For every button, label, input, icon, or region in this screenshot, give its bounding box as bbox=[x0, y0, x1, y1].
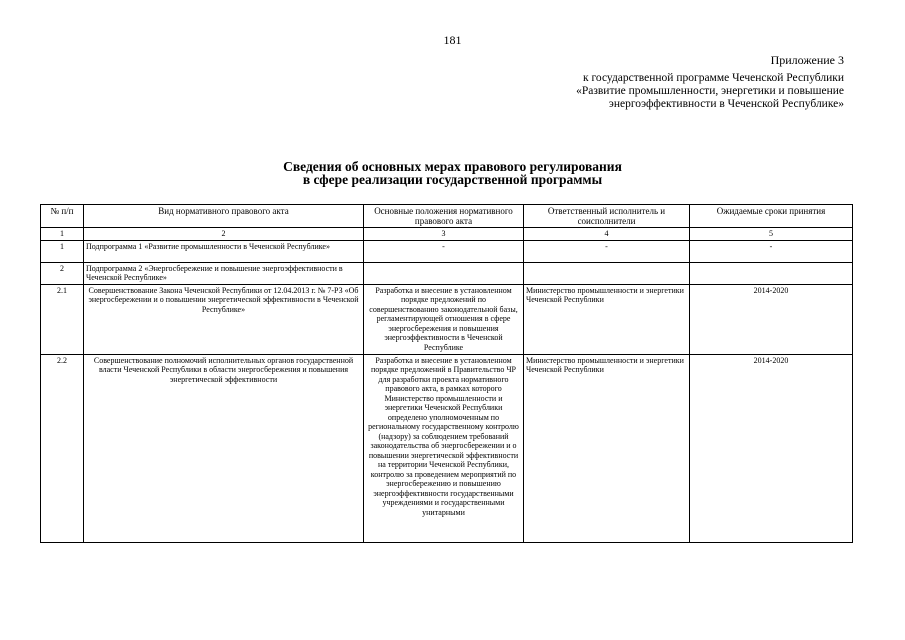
page-number: 181 bbox=[443, 33, 462, 47]
document-title bbox=[0, 160, 905, 186]
row-act: Подпрограмма 2 «Энергосбережение и повышение энергоэффективности в Чеченской Республике» bbox=[84, 262, 364, 284]
row-executor: Министерство промышленности и энергетики Чеченской Республики bbox=[524, 284, 690, 354]
row-terms bbox=[690, 262, 853, 284]
row-executor bbox=[524, 262, 690, 284]
header-cell-num: № п/п bbox=[41, 205, 84, 228]
row-executor: Министерство промышленности и энергетики Чеченской Республики bbox=[524, 354, 690, 542]
title-line: в сфере реализации государственной программы bbox=[302, 172, 603, 187]
row-number: 2.1 bbox=[41, 284, 84, 354]
row-act: Совершенствование полномочий исполнительных органов государственной власти Чеченской Республики в области энергосбережения и повышения энергетической эффективности bbox=[84, 354, 364, 542]
row-provisions: - bbox=[364, 240, 524, 262]
header-cell-terms: Ожидаемые сроки принятия bbox=[690, 205, 853, 228]
column-number: 2 bbox=[84, 228, 364, 241]
row-act: Совершенствование Закона Чеченской Республики от 12.04.2013 г. № 7-РЗ «Об энергосбережении и о повышении энергетической эффективности в Чеченской Республике» bbox=[84, 284, 364, 354]
appendix-line: к государственной программе Чеченской Республики bbox=[583, 72, 844, 84]
measures-table bbox=[40, 204, 853, 543]
row-terms: 2014-2020 bbox=[690, 284, 853, 354]
table-row bbox=[41, 262, 853, 284]
row-number: 1 bbox=[41, 240, 84, 262]
column-numbers-row bbox=[41, 228, 853, 241]
column-number: 3 bbox=[364, 228, 524, 241]
row-terms: - bbox=[690, 240, 853, 262]
table-row bbox=[41, 284, 853, 354]
row-provisions bbox=[364, 262, 524, 284]
row-act: Подпрограмма 1 «Развитие промышленности в Чеченской Республике» bbox=[84, 240, 364, 262]
row-executor: - bbox=[524, 240, 690, 262]
row-provisions: Разработка и внесение в установленном порядке предложений в Правительство ЧР для разработки проекта нормативного правового акта, в рамках которого Министерство промышленности и энергетики Чеченской Республики определено уполномоченным по региональному государственному контролю (надзору) за соблюдением требований законодательства об энергосбережении и о повышении энергетической эффективности на территории Чеченской Республики, контролю за проведением мероприятий по энергосбережению и повышению энергоэффективности государственными учреждениями и государственными унитарными bbox=[364, 354, 524, 542]
table-row bbox=[41, 240, 853, 262]
column-number: 1 bbox=[41, 228, 84, 241]
table-header-row bbox=[41, 205, 853, 228]
header-cell-provisions: Основные положения нормативного правового акта bbox=[364, 205, 524, 228]
title-line: Сведения об основных мерах правового регулирования bbox=[283, 159, 622, 174]
appendix-description bbox=[464, 72, 844, 111]
row-terms: 2014-2020 bbox=[690, 354, 853, 542]
header-cell-act: Вид нормативного правового акта bbox=[84, 205, 364, 228]
column-number: 5 bbox=[690, 228, 853, 241]
column-number: 4 bbox=[524, 228, 690, 241]
table-row bbox=[41, 354, 853, 542]
row-number: 2 bbox=[41, 262, 84, 284]
row-provisions: Разработка и внесение в установленном порядке предложений по совершенствованию законодательной базы, регламентирующей отношения в сфере энергосбережения и повышения энергоэффективности в Чеченской Республике bbox=[364, 284, 524, 354]
appendix-line: энергоэффективности в Чеченской Республике» bbox=[608, 98, 844, 110]
appendix-label: Приложение 3 bbox=[770, 53, 844, 67]
appendix-line: «Развитие промышленности, энергетики и повышение bbox=[576, 85, 844, 97]
row-number: 2.2 bbox=[41, 354, 84, 542]
header-cell-executor: Ответственный исполнитель и соисполнители bbox=[524, 205, 690, 228]
